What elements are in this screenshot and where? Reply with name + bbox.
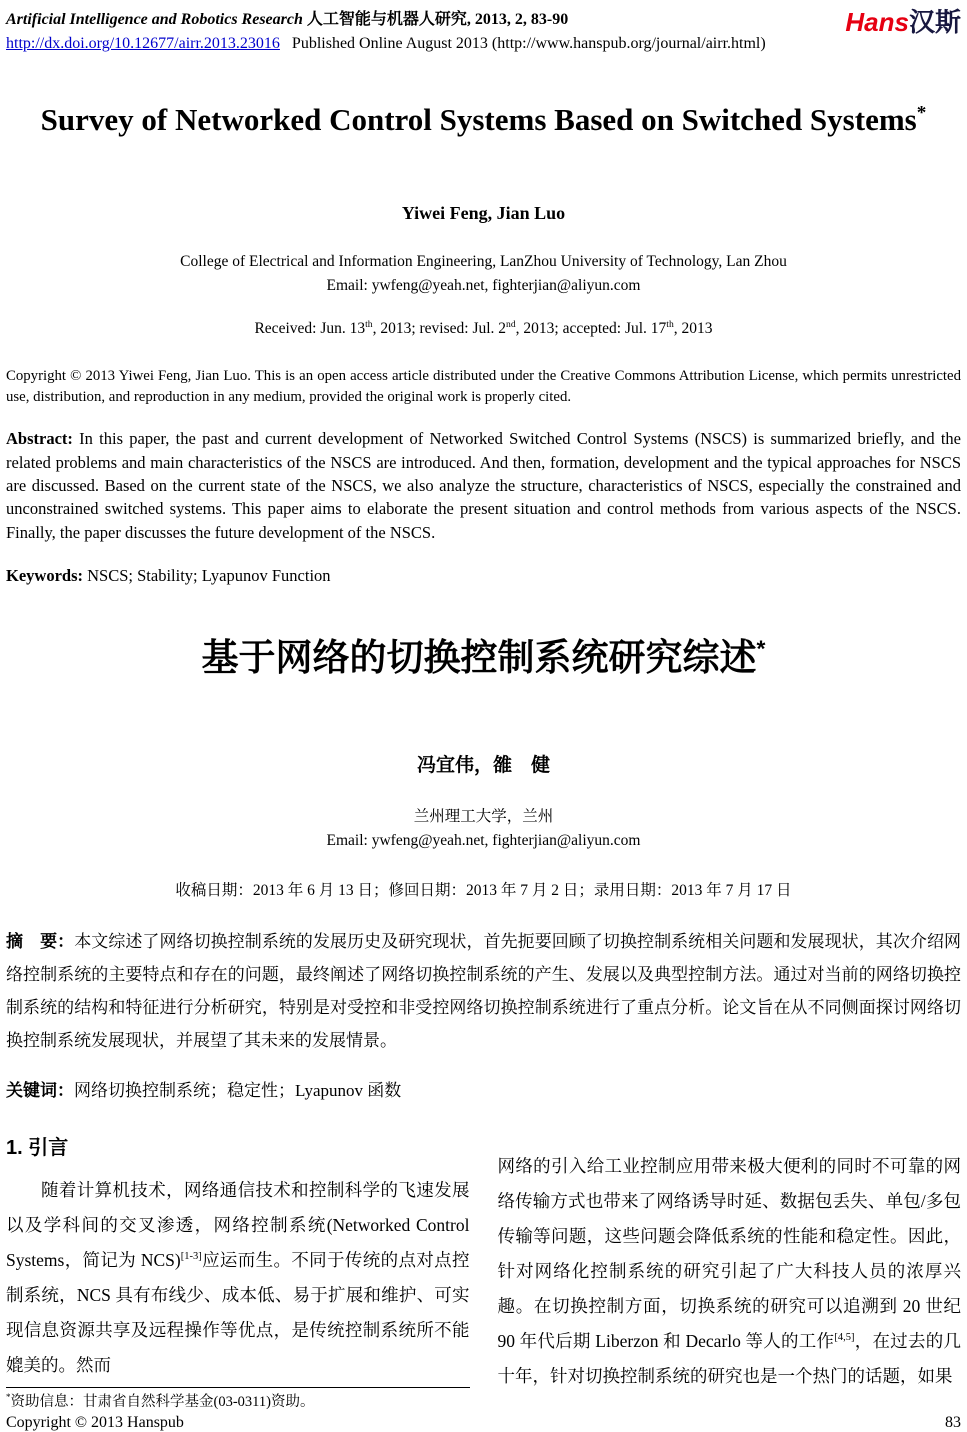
citation-ref-1-3: [1-3] <box>180 1251 202 1263</box>
authors-english: Yiwei Feng, Jian Luo <box>401 202 566 223</box>
copyright-notice: Copyright © 2013 Yiwei Feng, Jian Luo. This is an open access article distributed under the Creative Commons Attribution License, which permits unrestricted use, distribution, and reproduction in any medium, provided the original work is properly cited. <box>6 367 961 405</box>
page-header <box>6 8 961 56</box>
footnote-marker: * <box>6 1392 11 1403</box>
keywords-text: NSCS; Stability; Lyapunov Function <box>83 566 331 586</box>
keywords-label: 关键词： <box>6 1080 74 1100</box>
two-column-body <box>6 1133 961 1414</box>
body-paragraph-left <box>6 1173 470 1383</box>
publication-line <box>6 32 766 56</box>
title-footnote-marker: * <box>756 636 766 662</box>
journal-title-chinese: 人工智能与机器人研究, 2013, 2, 83-90 <box>306 11 569 28</box>
journal-title-line <box>6 8 766 32</box>
keywords-english <box>6 566 961 586</box>
abstract-english <box>6 427 961 544</box>
footer-copyright: Copyright © 2013 Hanspub <box>6 1414 184 1432</box>
footnote-text: 资助信息：甘肃省自然科学基金(03-0311)资助。 <box>10 1393 315 1410</box>
citation-ref-4-5: [4,5] <box>834 1332 855 1344</box>
journal-info <box>6 8 766 56</box>
footer-page-number: 83 <box>945 1414 961 1432</box>
ordinal-suffix: th <box>365 318 373 330</box>
email-line: Email: ywfeng@yeah.net, fighterjian@aliyun.com <box>326 832 641 850</box>
paragraph-text: 网络的引入给工业控制应用带来极大便利的同时不可靠的网络传输方式也带来了网络诱导时延、数据包丢失、单包/多包传输等问题，这些问题会降低系统的性能和稳定性。因此，针对网络化控制系统的研究引起了广大科技人员的浓厚兴趣。在切换控制方面，切换系统的研究可以追溯到 20 世纪 90 年代后期 Liberzon 和 Decarlo 等人的工作 <box>497 1155 961 1351</box>
affiliation-english <box>6 250 961 298</box>
keywords-chinese <box>6 1076 961 1101</box>
doi-link[interactable]: http://dx.doi.org/10.12677/airr.2013.23016 <box>6 35 280 52</box>
keywords-label: Keywords: <box>6 566 83 586</box>
title-text: Survey of Networked Control Systems Based on Switched Systems <box>40 102 917 137</box>
ordinal-suffix: th <box>666 318 674 330</box>
left-column <box>6 1133 470 1414</box>
published-online-note: Published Online August 2013 (http://www.hanspub.org/journal/airr.html) <box>291 35 766 52</box>
abstract-label: Abstract: <box>6 429 73 449</box>
right-column <box>498 1133 962 1414</box>
affiliation-line: 兰州理工大学，兰州 <box>413 807 554 825</box>
received-text: , 2013; accepted: Jul. 17 <box>515 319 667 337</box>
body-paragraph-right <box>498 1149 962 1394</box>
abstract-label: 摘 要： <box>6 932 75 952</box>
keywords-text: 网络切换控制系统；稳定性；Lyapunov 函数 <box>74 1080 402 1100</box>
journal-title-english: Artificial Intelligence and Robotics Research <box>6 11 303 28</box>
paragraph-text: ，在过去的几十年，针对切换控制系统的研究也是一个热门的话题，如果 <box>497 1330 962 1386</box>
article-title-english <box>6 98 961 142</box>
article-title-chinese <box>6 636 961 680</box>
funding-footnote <box>6 1387 470 1414</box>
received-text: , 2013 <box>673 319 713 337</box>
ordinal-suffix: nd <box>506 318 516 330</box>
received-text: Received: Jun. 13 <box>254 319 366 337</box>
abstract-chinese <box>6 926 961 1058</box>
hans-publisher-logo <box>845 8 961 38</box>
hans-logo-cjk: 汉斯 <box>908 7 961 37</box>
affiliation-chinese <box>6 805 961 855</box>
abstract-text: In this paper, the past and current development of Networked Switched Control Systems (NSCS) is summarized briefly, and the related problems and main characteristics of the NSCS are introduced. And then, formation, development and the typical approaches for NSCS are discussed. Based on the current state of the NSCS, we also analyze the structure, characteristics of NSCS, especially the constrained and unconstrained switched systems. This paper aims to elaborate the present situation and control methods from various aspects of the NSCS. Finally, the paper discusses the future development of the NSCS. <box>6 429 961 542</box>
abstract-text: 本文综述了网络切换控制系统的发展历史及研究现状，首先扼要回顾了切换控制系统相关问题和发展现状，其次介绍网络控制系统的主要特点和存在的问题，最终阐述了网络切换控制系统的产生、发展以及典型控制方法。通过对当前的网络切换控制系统的结构和特征进行分析研究，特别是对受控和非受控网络切换控制系统进行了重点分析。论文旨在从不同侧面探讨网络切换控制系统发展现状，并展望了其未来的发展情景。 <box>6 932 961 1050</box>
section-1-heading: 1. 引言 <box>6 1136 69 1159</box>
received-text: , 2013; revised: Jul. 2 <box>372 319 507 337</box>
received-dates-chinese: 收稿日期：2013 年 6 月 13 日；修回日期：2013 年 7 月 2 日；录用日期：2013 年 7 月 17 日 <box>175 882 792 900</box>
email-line: Email: ywfeng@yeah.net, fighterjian@aliyun.com <box>326 276 641 294</box>
received-dates-english <box>6 320 961 338</box>
authors-chinese: 冯宜伟，雒 健 <box>416 754 550 776</box>
paragraph-text: 随着计算机技术，网络通信技术和控制科学的飞速发展以及学科间的交叉渗透，网络控制系统(Networked Control Systems，简记为 NCS) <box>6 1179 470 1270</box>
affiliation-line: College of Electrical and Information Engineering, LanZhou University of Technology, Lan Zhou <box>180 252 787 270</box>
title-text: 基于网络的切换控制系统研究综述 <box>201 637 757 679</box>
title-footnote-marker: * <box>916 102 927 124</box>
hans-logo-latin: Hans <box>845 7 909 37</box>
paragraph-text: 应运而生。不同于传统的点对点控制系统，NCS 具有布线少、成本低、易于扩展和维护、可实现信息资源共享及远程操作等优点，是传统控制系统所不能媲美的。然而 <box>6 1249 470 1375</box>
